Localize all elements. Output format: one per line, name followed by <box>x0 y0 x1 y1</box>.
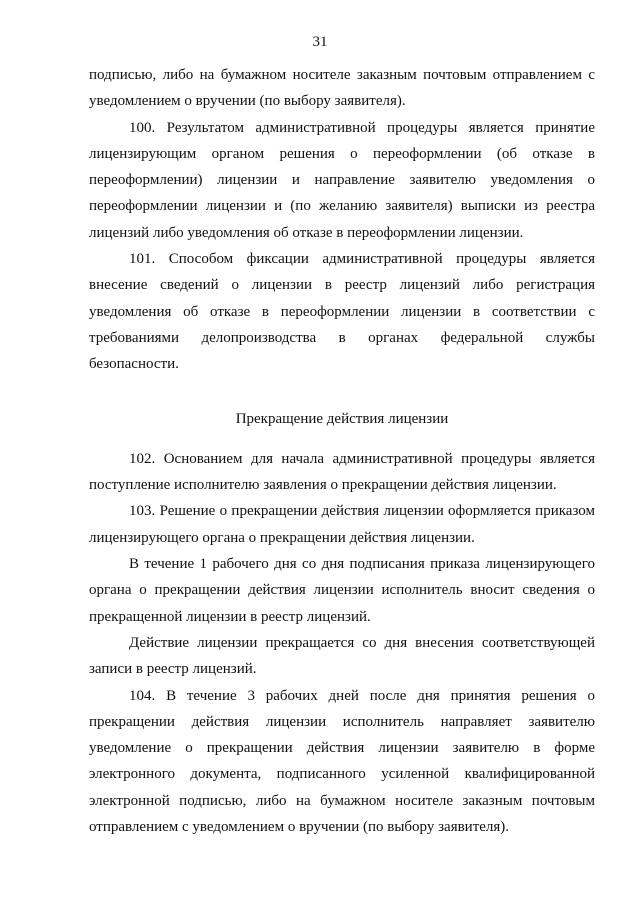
document-body <box>89 62 595 840</box>
spacer <box>89 378 595 406</box>
paragraph-101: 101. Способом фиксации административной процедуры является внесение сведений о лицензии в реестр лицензий либо регистрация уведомления об отказе в переоформлении лицензии в соответствии с требованиями делопроизводства в органах федеральной службы безопасности. <box>89 251 595 373</box>
paragraph-continued: подписью, либо на бумажном носителе заказным почтовым отправлением с уведомлением о вручении (по выбору заявителя). <box>89 67 595 110</box>
page-number: 31 <box>312 34 328 50</box>
paragraph-103: 103. Решение о прекращении действия лицензии оформляется приказом лицензирующего органа о прекращении действия лицензии. <box>89 503 595 546</box>
paragraph-103-c: Действие лицензии прекращается со дня внесения соответствующей записи в реестр лицензий. <box>89 634 595 678</box>
paragraph-100: 100. Результатом административной процедуры является принятие лицензирующим органом решения о переоформлении (об отказе в переоформлении) лицензии и направление заявителю уведомления о переоформлении лицензии и (по желанию заявителя) выписки из реестра лицензий либо уведомления об отказе в переоформлении лицензии. <box>89 119 595 241</box>
paragraph-102: 102. Основанием для начала административной процедуры является поступление исполнителю заявления о прекращении действия лицензии. <box>89 450 595 494</box>
section-heading: Прекращение действия лицензии <box>235 410 449 427</box>
paragraph-103-b: В течение 1 рабочего дня со дня подписания приказа лицензирующего органа о прекращении действия лицензии исполнитель вносит сведения о прекращенной лицензии в реестр лицензий. <box>89 556 595 625</box>
paragraph-104: 104. В течение 3 рабочих дней после дня принятия решения о прекращении действия лицензии исполнитель направляет заявителю уведомление о прекращении действия лицензии заявителю в форме электронного документа, подписанного усиленной квалифицированной электронной подписью, либо на бумажном носителе заказным почтовым отправлением с уведомлением о вручении (по выбору заявителя). <box>89 687 595 836</box>
spacer <box>89 432 595 446</box>
